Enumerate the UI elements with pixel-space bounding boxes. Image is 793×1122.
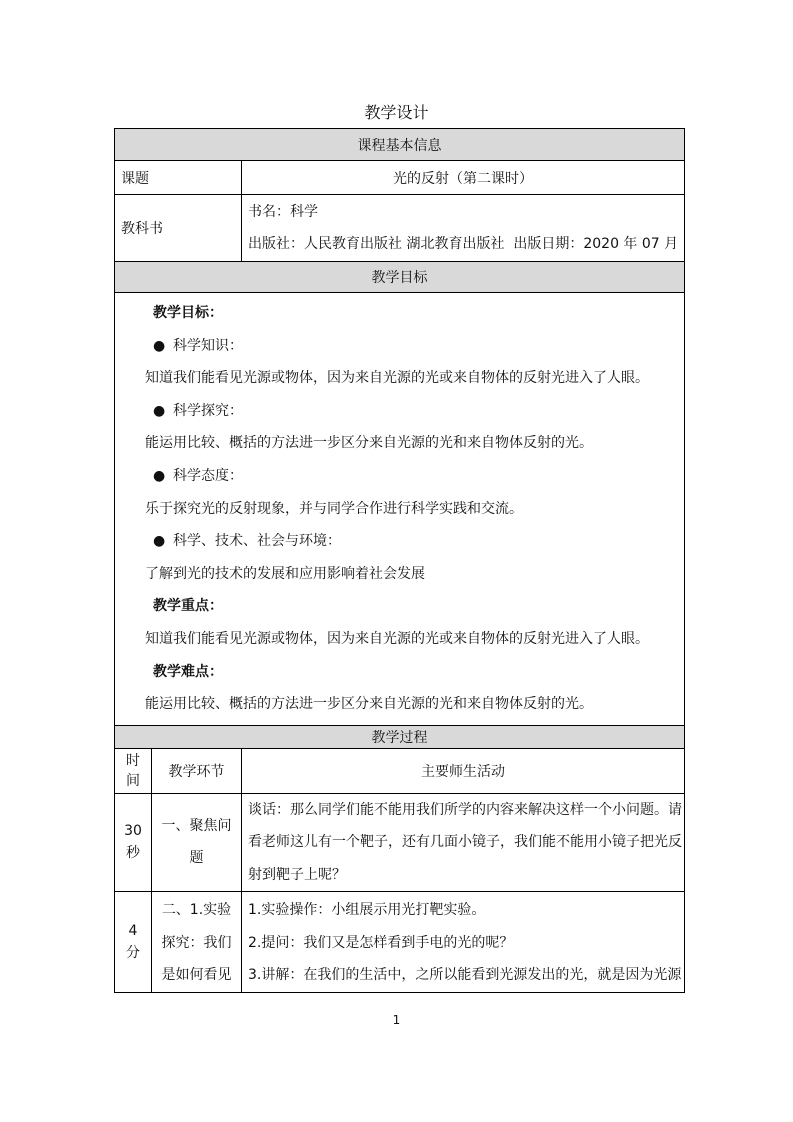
row1-stage: 一、聚焦问 题 — [152, 793, 242, 892]
book-name: 书名：科学 — [248, 203, 318, 220]
row1-time: 30 秒 — [115, 793, 152, 892]
difficulty-title: 教学难点： — [153, 663, 223, 680]
process-header: 教学过程 — [115, 725, 685, 748]
inquiry-label: ● 科学探究： — [145, 395, 678, 428]
key-point-title: 教学重点： — [153, 598, 223, 615]
row2-activity: 1.实验操作：小组展示用光打靶实验。 2.提问：我们又是怎样看到手电的光的呢？ 3.讲解：在我们的生活中，之所以能看到光源发出的光，就是因为光源 — [242, 892, 685, 993]
inquiry-text: 能运用比较、概括的方法进一步区分来自光源的光和来自物体反射的光。 — [145, 435, 593, 452]
row2-time: 4 分 — [115, 892, 152, 993]
row2-stage: 二、1.实验 探究：我们 是如何看见 — [152, 892, 242, 993]
process-header-row — [115, 725, 685, 748]
attitude-text: 乐于探究光的反射现象，并与同学合作进行科学实践和交流。 — [145, 500, 523, 517]
document-title: 教学设计 — [364, 103, 429, 122]
table-row — [115, 892, 685, 993]
table-row — [115, 793, 685, 892]
sts-text: 了解到光的技术的发展和应用影响着社会发展 — [145, 565, 425, 582]
objectives-header: 教学目标 — [115, 262, 685, 293]
row1-activity: 谈话：那么同学们能不能用我们所学的内容来解决这样一个小问题。请 看老师这儿有一个靶子，还有几面小镜子，我们能不能用小镜子把光反 射到靶子上呢？ — [242, 793, 685, 892]
topic-label: 课题 — [115, 161, 242, 195]
sts-label: ● 科学、技术、社会与环境： — [145, 525, 678, 558]
publisher-info: 出版社：人民教育出版社 湖北教育出版社 出版日期：2020 年 07 月 — [248, 236, 679, 252]
basic-info-header-row — [115, 129, 685, 161]
lesson-plan-table — [114, 128, 685, 993]
topic-value: 光的反射（第二课时） — [242, 161, 685, 195]
knowledge-text: 知道我们能看见光源或物体，因为来自光源的光或来自物体的反射光进入了人眼。 — [145, 370, 649, 387]
attitude-label: ● 科学态度： — [145, 460, 678, 493]
topic-row — [115, 161, 685, 195]
bullet-icon: ● — [153, 533, 166, 550]
bullet-icon: ● — [153, 337, 166, 354]
knowledge-label: ● 科学知识： — [145, 330, 678, 363]
objectives-row — [115, 293, 685, 726]
objectives-header-row — [115, 262, 685, 293]
bullet-icon: ● — [153, 467, 166, 484]
key-point-text: 知道我们能看见光源或物体，因为来自光源的光或来自物体的反射光进入了人眼。 — [145, 630, 649, 647]
bullet-icon: ● — [153, 402, 166, 419]
goal-title: 教学目标： — [153, 305, 223, 321]
textbook-info — [242, 195, 685, 262]
objectives-content — [115, 293, 685, 726]
col-activity: 主要师生活动 — [242, 748, 685, 793]
col-time: 时 间 — [115, 748, 152, 793]
process-columns-row — [115, 748, 685, 793]
page-number: 1 — [392, 1013, 401, 1027]
basic-info-header: 课程基本信息 — [115, 129, 685, 161]
col-stage: 教学环节 — [152, 748, 242, 793]
textbook-row — [115, 195, 685, 262]
difficulty-text: 能运用比较、概括的方法进一步区分来自光源的光和来自物体反射的光。 — [145, 696, 593, 713]
textbook-label: 教科书 — [115, 195, 242, 262]
